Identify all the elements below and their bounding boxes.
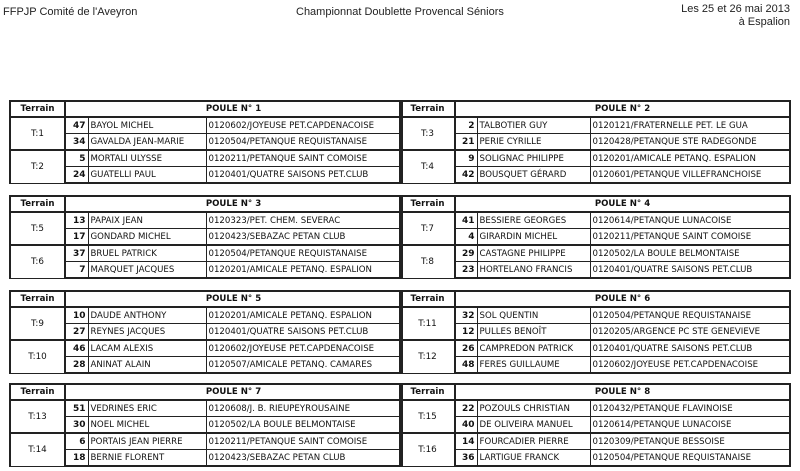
player-name: PERIE CYRILLE [477, 134, 590, 151]
player-name: HORTELANO FRANCIS [477, 262, 590, 279]
terrain-header: Terrain [10, 196, 65, 212]
team-number: 26 [455, 340, 477, 357]
event-location: à Espalion [738, 16, 790, 28]
club-name: 0120602/JOYEUSE PET.CAPDENACOISE [590, 357, 790, 374]
player-name: FERES GUILLAUME [477, 357, 590, 374]
club-name: 0120608/J. B. RIEUPEYROUSAINE [206, 400, 402, 417]
team-number: 14 [455, 433, 477, 450]
team-row [400, 450, 790, 467]
terrain-header: Terrain [10, 291, 65, 307]
club-name: 0120309/PETANQUE BESSOISE [590, 433, 790, 450]
team-row [10, 417, 402, 434]
team-row [10, 450, 402, 467]
team-row [10, 340, 402, 357]
team-number: 46 [65, 340, 88, 357]
club-name: 0120614/PETANQUE LUNACOISE [590, 212, 790, 229]
poule-table [9, 290, 403, 374]
player-name: FOURCADIER PIERRE [477, 433, 590, 450]
club-name: 0120211/PETANQUE SAINT COMOISE [206, 150, 402, 167]
team-row [10, 245, 402, 262]
player-name: GAVALDA JEAN-MARIE [88, 134, 206, 151]
team-number: 34 [65, 134, 88, 151]
club-name: 0120507/AMICALE PETANQ. CAMARES [206, 357, 402, 374]
team-number: 17 [65, 229, 88, 246]
team-number: 27 [65, 324, 88, 341]
team-row [400, 134, 790, 151]
team-number: 13 [65, 212, 88, 229]
poule-title: POULE N° 7 [65, 384, 402, 400]
poule-table [399, 290, 791, 374]
terrain-label: T:3 [400, 117, 455, 150]
club-name: 0120205/ARGENCE PC STE GENEVIEVE [590, 324, 790, 341]
player-name: MARQUET JACQUES [88, 262, 206, 279]
club-name: 0120121/FRATERNELLE PET. LE GUA [590, 117, 790, 134]
terrain-header: Terrain [400, 384, 455, 400]
terrain-label: T:15 [400, 400, 455, 433]
player-name: CAMPREDON PATRICK [477, 340, 590, 357]
player-name: LACAM ALEXIS [88, 340, 206, 357]
player-name: NOEL MICHEL [88, 417, 206, 434]
team-row [400, 324, 790, 341]
club-name: 0120211/PETANQUE SAINT COMOISE [590, 229, 790, 246]
team-number: 48 [455, 357, 477, 374]
team-row [400, 400, 790, 417]
club-name: 0120504/PETANQUE REQUISTANAISE [590, 450, 790, 467]
terrain-header: Terrain [10, 101, 65, 117]
terrain-header: Terrain [400, 101, 455, 117]
team-row [400, 229, 790, 246]
terrain-header: Terrain [400, 291, 455, 307]
team-number: 2 [455, 117, 477, 134]
poule-row-block [9, 195, 789, 277]
terrain-label: T:16 [400, 433, 455, 466]
team-number: 4 [455, 229, 477, 246]
team-row [400, 245, 790, 262]
terrain-label: T:12 [400, 340, 455, 373]
club-name: 0120502/LA BOULE BELMONTAISE [206, 417, 402, 434]
club-name: 0120504/PETANQUE REQUISTANAISE [590, 307, 790, 324]
terrain-label: T:1 [10, 117, 65, 150]
player-name: PULLES BENOÎT [477, 324, 590, 341]
team-row [400, 117, 790, 134]
poule-table [9, 100, 403, 184]
poule-title: POULE N° 6 [455, 291, 790, 307]
team-number: 47 [65, 117, 88, 134]
player-name: POZOULS CHRISTIAN [477, 400, 590, 417]
player-name: BERNIE FLORENT [88, 450, 206, 467]
club-name: 0120504/PETANQUE REQUISTANAISE [206, 245, 402, 262]
player-name: REYNES JACQUES [88, 324, 206, 341]
player-name: SOLIGNAC PHILIPPE [477, 150, 590, 167]
team-number: 37 [65, 245, 88, 262]
player-name: PORTAIS JEAN PIERRE [88, 433, 206, 450]
terrain-label: T:8 [400, 245, 455, 278]
club-name: 0120432/PETANQUE FLAVINOISE [590, 400, 790, 417]
player-name: DAUDE ANTHONY [88, 307, 206, 324]
team-row [10, 357, 402, 374]
club-name: 0120602/JOYEUSE PET.CAPDENACOISE [206, 340, 402, 357]
team-number: 28 [65, 357, 88, 374]
team-number: 12 [455, 324, 477, 341]
terrain-header: Terrain [400, 196, 455, 212]
team-number: 40 [455, 417, 477, 434]
team-number: 9 [455, 150, 477, 167]
team-row [400, 262, 790, 279]
team-number: 21 [455, 134, 477, 151]
player-name: ANINAT ALAIN [88, 357, 206, 374]
player-name: TALBOTIER GUY [477, 117, 590, 134]
club-name: 0120601/PETANQUE VILLEFRANCHOISE [590, 167, 790, 184]
team-row [400, 150, 790, 167]
player-name: VEDRINES ERIC [88, 400, 206, 417]
team-number: 24 [65, 167, 88, 184]
club-name: 0120428/PETANQUE STE RADEGONDE [590, 134, 790, 151]
club-name: 0120423/SEBAZAC PETAN CLUB [206, 450, 402, 467]
team-number: 32 [455, 307, 477, 324]
poule-table [399, 100, 791, 184]
team-row [400, 212, 790, 229]
player-name: GUATELLI PAUL [88, 167, 206, 184]
club-name: 0120323/PET. CHEM. SEVERAC [206, 212, 402, 229]
team-row [10, 117, 402, 134]
team-number: 36 [455, 450, 477, 467]
poule-table [399, 195, 791, 279]
player-name: GONDARD MICHEL [88, 229, 206, 246]
event-date: Les 25 et 26 mai 2013 [681, 3, 790, 15]
team-number: 42 [455, 167, 477, 184]
player-name: BAYOL MICHEL [88, 117, 206, 134]
player-name: CASTAGNE PHILIPPE [477, 245, 590, 262]
club-name: 0120401/QUATRE SAISONS PET.CLUB [206, 324, 402, 341]
club-name: 0120401/QUATRE SAISONS PET.CLUB [590, 262, 790, 279]
poule-table [9, 195, 403, 279]
team-row [10, 134, 402, 151]
player-name: BOUSQUET GÉRARD [477, 167, 590, 184]
player-name: DE OLIVEIRA MANUEL [477, 417, 590, 434]
organizer-title: FFPJP Comité de l'Aveyron [3, 6, 138, 18]
terrain-label: T:2 [10, 150, 65, 183]
terrain-header: Terrain [10, 384, 65, 400]
team-number: 29 [455, 245, 477, 262]
terrain-label: T:7 [400, 212, 455, 245]
terrain-label: T:9 [10, 307, 65, 340]
poule-row-block [9, 383, 789, 465]
player-name: LARTIGUE FRANCK [477, 450, 590, 467]
club-name: 0120602/JOYEUSE PET.CAPDENACOISE [206, 117, 402, 134]
team-row [10, 150, 402, 167]
player-name: BRUEL PATRICK [88, 245, 206, 262]
poule-title: POULE N° 8 [455, 384, 790, 400]
poule-title: POULE N° 3 [65, 196, 402, 212]
poule-table [399, 383, 791, 467]
club-name: 0120201/AMICALE PETANQ. ESPALION [206, 262, 402, 279]
player-name: SOL QUENTIN [477, 307, 590, 324]
club-name: 0120211/PETANQUE SAINT COMOISE [206, 433, 402, 450]
terrain-label: T:14 [10, 433, 65, 466]
poule-row-block [9, 100, 789, 182]
team-row [10, 167, 402, 184]
team-row [10, 307, 402, 324]
championship-title: Championnat Doublette Provencal Séniors [296, 6, 504, 18]
team-number: 18 [65, 450, 88, 467]
terrain-label: T:4 [400, 150, 455, 183]
club-name: 0120401/QUATRE SAISONS PET.CLUB [590, 340, 790, 357]
team-row [10, 324, 402, 341]
team-number: 5 [65, 150, 88, 167]
terrain-label: T:10 [10, 340, 65, 373]
club-name: 0120201/AMICALE PETANQ. ESPALION [206, 307, 402, 324]
team-row [400, 433, 790, 450]
club-name: 0120504/PETANQUE REQUISTANAISE [206, 134, 402, 151]
terrain-label: T:11 [400, 307, 455, 340]
team-row [400, 167, 790, 184]
poule-title: POULE N° 2 [455, 101, 790, 117]
terrain-label: T:6 [10, 245, 65, 278]
team-number: 10 [65, 307, 88, 324]
team-row [400, 357, 790, 374]
event-date-location [681, 3, 790, 29]
player-name: GIRARDIN MICHEL [477, 229, 590, 246]
team-row [400, 417, 790, 434]
team-number: 41 [455, 212, 477, 229]
team-number: 22 [455, 400, 477, 417]
team-number: 51 [65, 400, 88, 417]
club-name: 0120423/SEBAZAC PETAN CLUB [206, 229, 402, 246]
team-number: 7 [65, 262, 88, 279]
team-row [400, 307, 790, 324]
club-name: 0120502/LA BOULE BELMONTAISE [590, 245, 790, 262]
team-row [10, 433, 402, 450]
team-row [10, 229, 402, 246]
club-name: 0120201/AMICALE PETANQ. ESPALION [590, 150, 790, 167]
team-row [10, 262, 402, 279]
player-name: MORTALI ULYSSE [88, 150, 206, 167]
poule-row-block [9, 290, 789, 372]
player-name: PAPAIX JEAN [88, 212, 206, 229]
poule-title: POULE N° 4 [455, 196, 790, 212]
team-row [10, 400, 402, 417]
team-number: 6 [65, 433, 88, 450]
poule-title: POULE N° 1 [65, 101, 402, 117]
terrain-label: T:13 [10, 400, 65, 433]
club-name: 0120401/QUATRE SAISONS PET.CLUB [206, 167, 402, 184]
poule-title: POULE N° 5 [65, 291, 402, 307]
team-number: 30 [65, 417, 88, 434]
terrain-label: T:5 [10, 212, 65, 245]
team-row [400, 340, 790, 357]
team-row [10, 212, 402, 229]
club-name: 0120614/PETANQUE LUNACOISE [590, 417, 790, 434]
player-name: BESSIERE GEORGES [477, 212, 590, 229]
team-number: 23 [455, 262, 477, 279]
poule-table [9, 383, 403, 467]
